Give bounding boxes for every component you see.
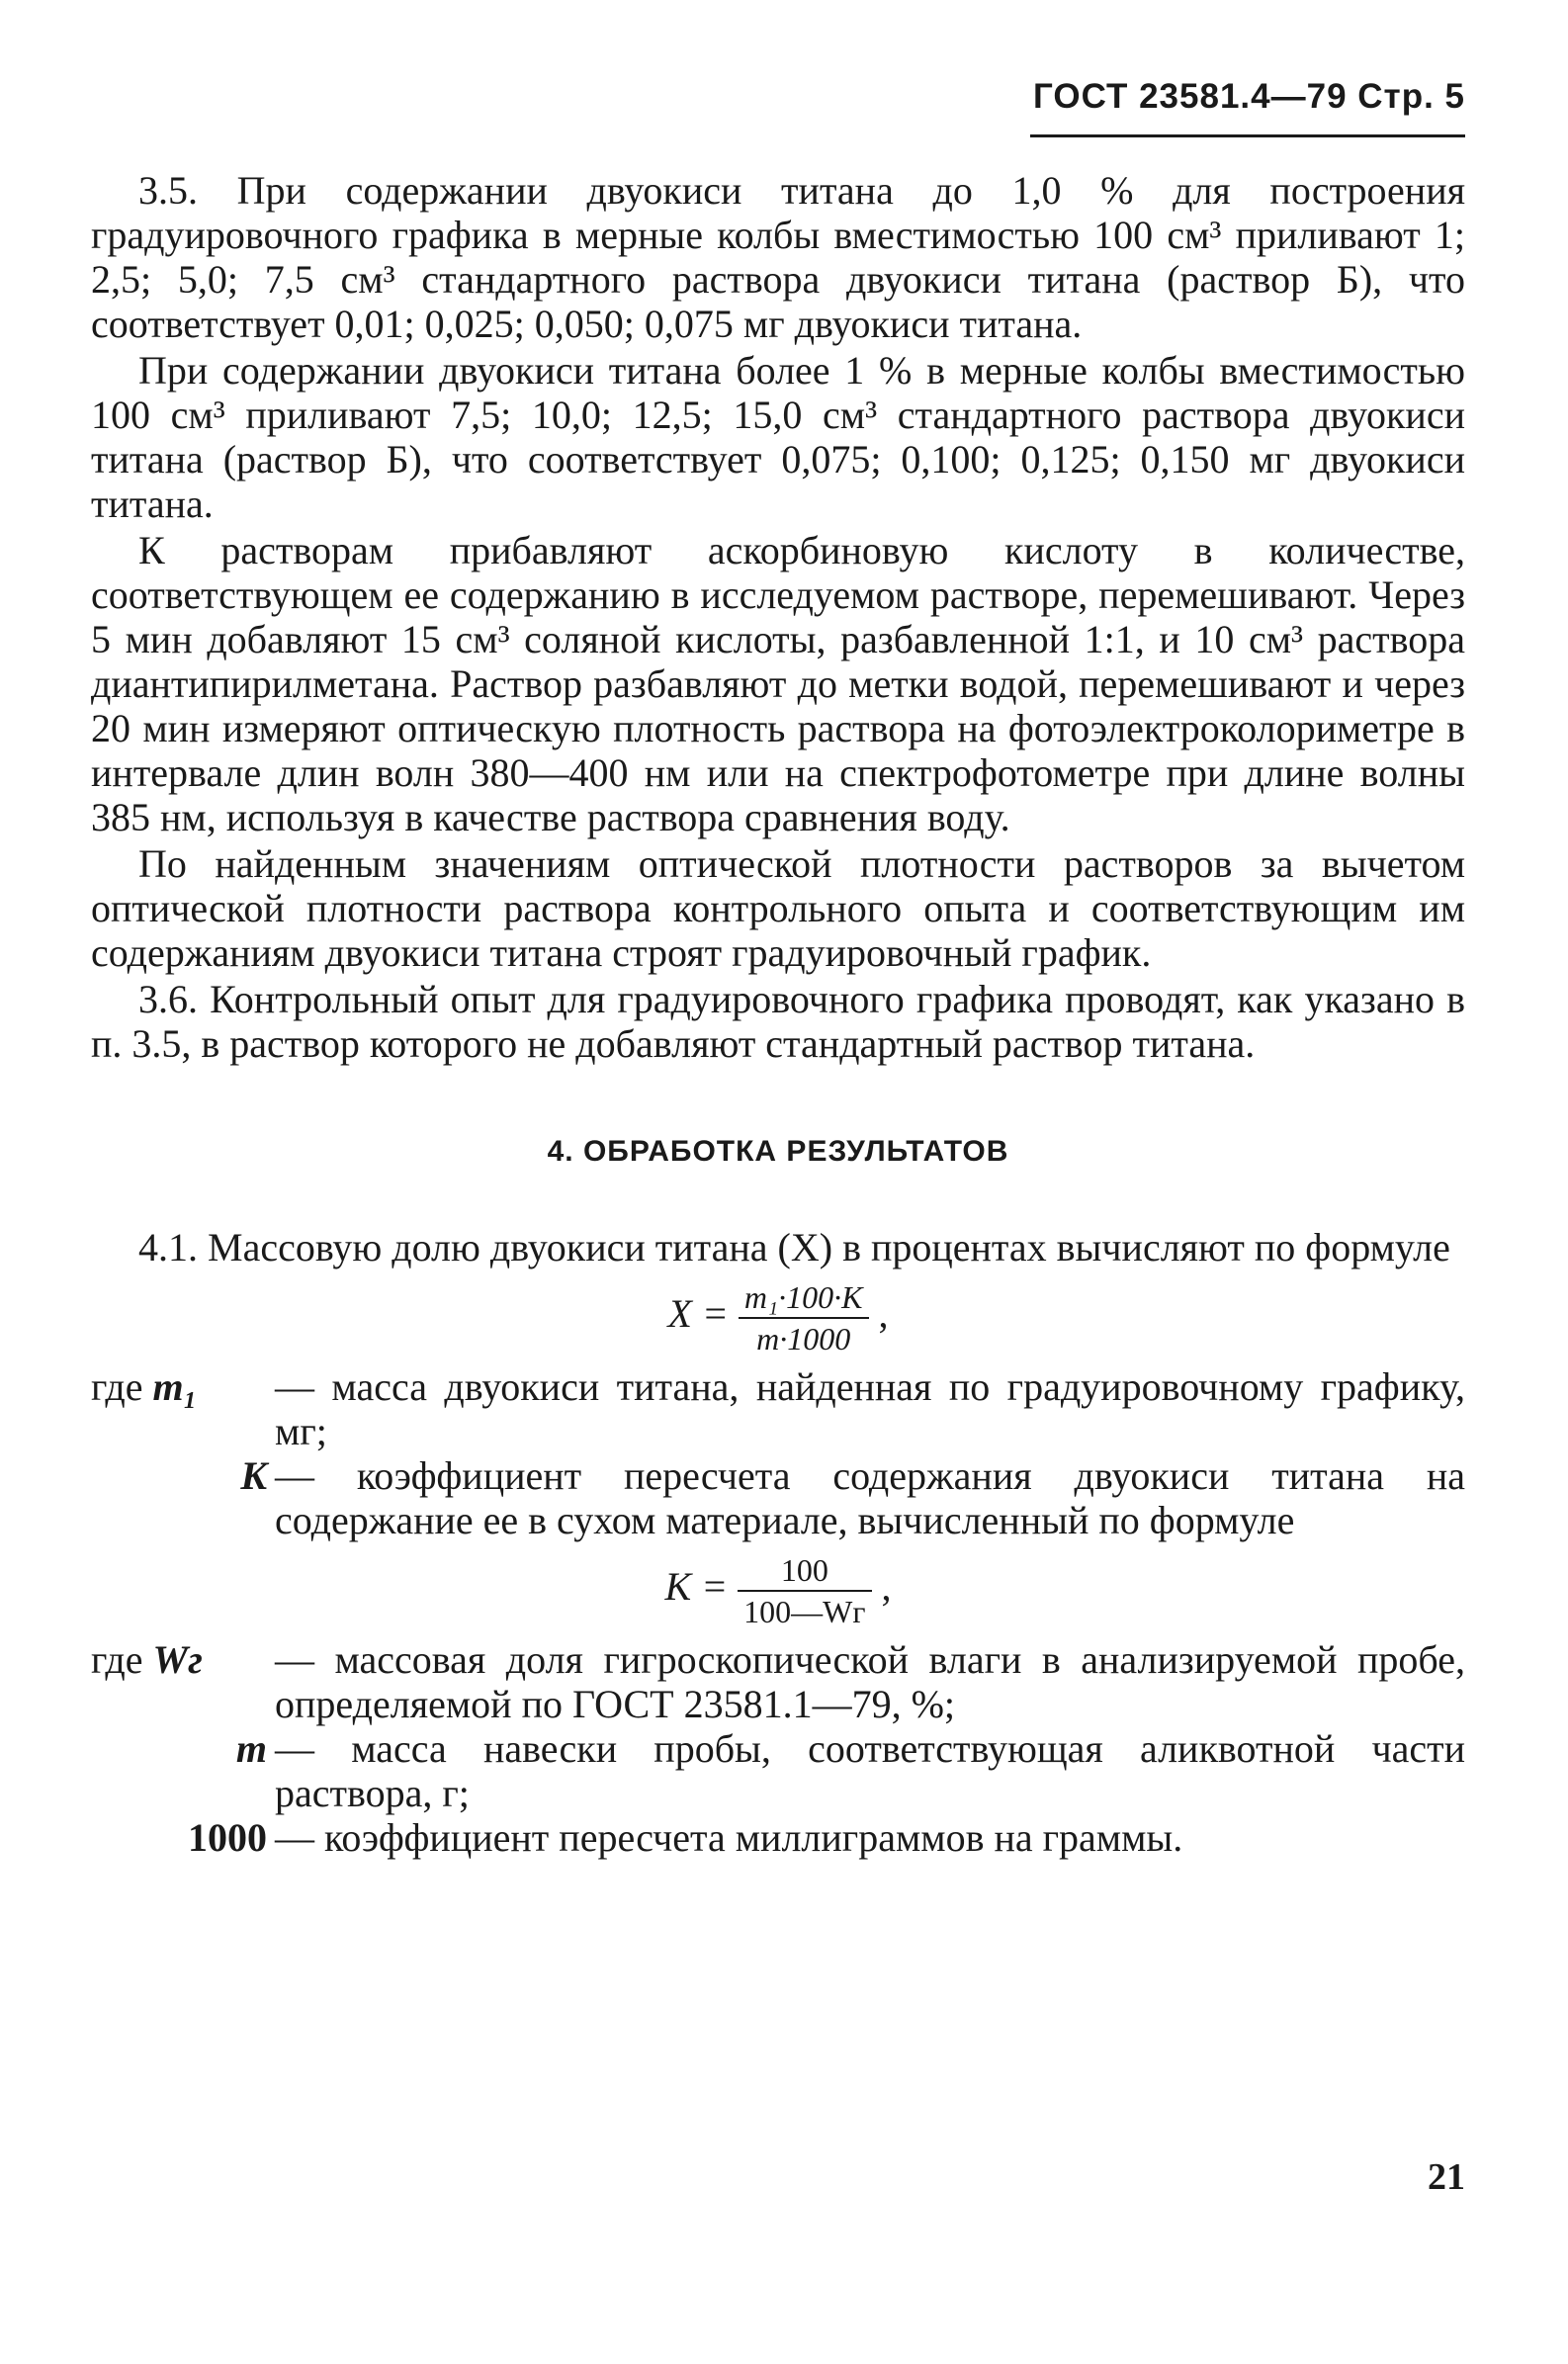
definition-m1 xyxy=(91,1364,1465,1453)
definition-symbol: Wг xyxy=(152,1637,203,1682)
definition-symbol: K xyxy=(240,1453,267,1498)
definitions-list-2 xyxy=(91,1637,1465,1860)
definition-label xyxy=(91,1637,275,1726)
paragraph-3-5: 3.5. При содержании двуокиси титана до 1,0 % для построения градуировочного графика в мерные колбы вместимостью 100 см³ приливают 1; 2,5; 5,0; 7,5 см³ стандартного раствора двуокиси титана (раствор Б), что соответствует 0,01; 0,025; 0,050; 0,075 мг двуокиси титана. xyxy=(91,168,1465,346)
page-label: Стр. 5 xyxy=(1357,77,1465,116)
formula-k-numerator: 100 xyxy=(738,1550,871,1592)
definition-symbol: m₁ xyxy=(152,1364,198,1409)
formula-x-numerator: m₁·100·K xyxy=(739,1277,869,1319)
doc-id: ГОСТ 23581.4—79 xyxy=(1032,77,1348,116)
definition-prefix: где xyxy=(91,1364,143,1409)
body-text xyxy=(91,168,1465,1860)
definition-1000 xyxy=(91,1815,1465,1860)
definitions-list-1 xyxy=(91,1364,1465,1542)
definition-symbol: m xyxy=(235,1726,267,1771)
definition-wg xyxy=(91,1637,1465,1726)
formula-x-tail: , xyxy=(878,1291,889,1337)
definition-text: — масса двуокиси титана, найденная по градуировочному графику, мг; xyxy=(275,1364,1465,1453)
definition-k xyxy=(91,1453,1465,1542)
section-title: 4. ОБРАБОТКА РЕЗУЛЬТАТОВ xyxy=(547,1135,1009,1168)
formula-k-tail: , xyxy=(881,1564,892,1610)
formula-k-lhs: K = xyxy=(664,1564,729,1610)
page-number: 21 xyxy=(1428,2156,1465,2198)
paragraph-3-5-c: К растворам прибавляют аскорбиновую кислоту в количестве, соответствующем ее содержанию в исследуемом растворе, перемешивают. Через 5 мин добавляют 15 см³ соляной кислоты, разбавленной 1:1, и 10 см³ раствора диантипирилметана. Раствор разбавляют до метки водой, перемешивают и через 20 мин измеряют оптическую плотность раствора на фотоэлектроколориметре в интервале длин волн 380—400 нм или на спектрофотометре при длине волны 385 нм, используя в качестве раствора сравнения воду. xyxy=(91,528,1465,839)
definition-label xyxy=(91,1815,275,1860)
paragraph-3-6: 3.6. Контрольный опыт для градуировочного графика проводят, как указано в п. 3.5, в раствор которого не добавляют стандартный раствор титана. xyxy=(91,977,1465,1066)
page-header xyxy=(1030,77,1465,117)
paragraph-4-1: 4.1. Массовую долю двуокиси титана (X) в процентах вычисляют по формуле xyxy=(138,1225,1450,1270)
formula-k xyxy=(91,1550,1465,1631)
definition-text: — коэффициент пересчета миллиграммов на граммы. xyxy=(275,1815,1183,1860)
definition-label xyxy=(91,1453,275,1542)
definition-text: — масса навески пробы, соответствующая аликвотной части раствора, г; xyxy=(275,1726,1465,1815)
header-rule xyxy=(1030,134,1465,137)
formula-k-denominator: 100—Wг xyxy=(743,1594,866,1629)
formula-x xyxy=(91,1277,1465,1358)
definition-m xyxy=(91,1726,1465,1815)
paragraph-3-5-b: При содержании двуокиси титана более 1 % в мерные колбы вместимостью 100 см³ приливают 7,5; 10,0; 12,5; 15,0 см³ стандартного раствора двуокиси титана (раствор Б), что соответствует 0,075; 0,100; 0,125; 0,150 мг двуокиси титана. xyxy=(91,348,1465,526)
definition-symbol: 1000 xyxy=(188,1815,267,1860)
formula-x-lhs: X = xyxy=(667,1291,729,1337)
definition-text: — коэффициент пересчета содержания двуокиси титана на содержание ее в сухом материале, вычисленный по формуле xyxy=(275,1453,1465,1542)
definition-label xyxy=(91,1726,275,1815)
definition-text: — массовая доля гигроскопической влаги в анализируемой пробе, определяемой по ГОСТ 23581.1—79, %; xyxy=(275,1637,1465,1726)
formula-x-fraction xyxy=(739,1277,869,1358)
paragraph-3-5-d: По найденным значениям оптической плотности растворов за вычетом оптической плотности раствора контрольного опыта и соответствующим им содержаниям двуокиси титана строят градуировочный график. xyxy=(91,841,1465,975)
formula-x-denominator: m·1000 xyxy=(756,1321,851,1357)
definition-prefix: где xyxy=(91,1637,143,1682)
definition-label xyxy=(91,1364,275,1453)
formula-k-fraction xyxy=(738,1550,871,1631)
